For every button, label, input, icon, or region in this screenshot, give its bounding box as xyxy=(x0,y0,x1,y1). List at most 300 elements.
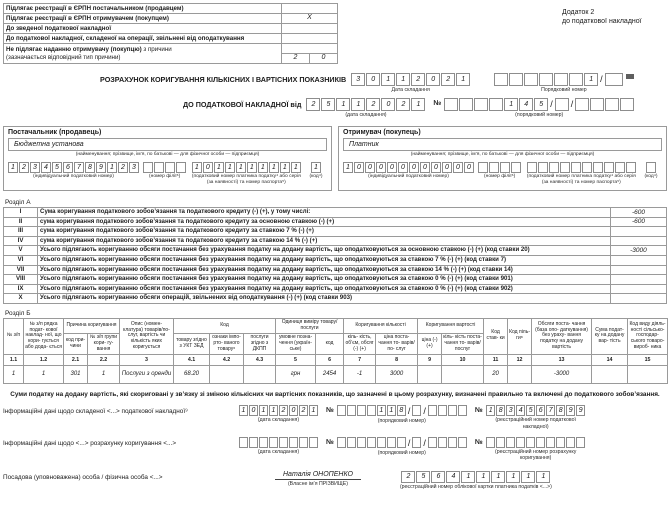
digit-box[interactable] xyxy=(486,437,495,448)
digit-box[interactable] xyxy=(509,73,523,86)
flag-row xyxy=(4,4,338,14)
compose-date-boxes xyxy=(351,73,470,86)
digit-box[interactable]: 1 xyxy=(225,162,235,173)
digit-box[interactable]: 0 xyxy=(442,162,452,173)
data-cell[interactable]: -1 xyxy=(344,365,376,383)
digit-box[interactable] xyxy=(500,162,510,173)
official-name-label: (Власне ім’я ПРІЗВИЩЕ) xyxy=(287,481,348,488)
row-amount-cell[interactable] xyxy=(610,265,666,275)
digit-box[interactable]: 0 xyxy=(354,162,364,173)
data-cell[interactable]: 1 xyxy=(88,365,120,383)
digit-box[interactable]: 1 xyxy=(269,405,278,416)
section-a-row xyxy=(4,275,667,285)
digit-box[interactable]: 1 xyxy=(107,162,117,173)
col-header-np: № з/п xyxy=(4,319,24,355)
digit-box[interactable] xyxy=(604,162,614,173)
form-title: РОЗРАХУНОК КОРИГУВАННЯ КІЛЬКІСНИХ І ВАРТІСНИХ ПОКАЗНИКІВ xyxy=(100,75,347,84)
digit-box[interactable]: 1 xyxy=(536,471,550,483)
digit-box[interactable] xyxy=(566,437,575,448)
digit-box[interactable]: 2 xyxy=(411,73,425,86)
section-a-row xyxy=(4,227,667,237)
col-header-value-adjustment: Коригування вартості xyxy=(418,319,484,334)
slash-separator: / xyxy=(407,406,411,417)
digit-box[interactable] xyxy=(367,437,376,448)
info-invoice-reg-boxes xyxy=(486,405,585,416)
digit-box[interactable] xyxy=(576,437,585,448)
invoice-order-boxes xyxy=(444,98,548,111)
supplier-ipn-label: (індивідуальний податковий номер) xyxy=(33,174,114,180)
digit-box[interactable]: 1 xyxy=(214,162,224,173)
info-adjustment-date-boxes xyxy=(239,437,318,448)
row-amount-cell[interactable] xyxy=(610,227,666,237)
digit-box[interactable] xyxy=(154,162,164,173)
digit-box[interactable] xyxy=(299,437,308,448)
data-cell[interactable]: 1 xyxy=(24,365,64,383)
digit-box[interactable]: 1 xyxy=(8,162,18,173)
digit-box[interactable]: 2 xyxy=(366,98,380,111)
row-number: VI xyxy=(4,256,38,266)
digit-box[interactable]: 0 xyxy=(381,98,395,111)
digit-box[interactable] xyxy=(279,437,288,448)
digit-box[interactable] xyxy=(506,437,515,448)
data-cell[interactable]: 20 xyxy=(484,365,508,383)
digit-box[interactable] xyxy=(554,73,568,86)
digit-box[interactable]: 2 xyxy=(396,98,410,111)
digit-box[interactable] xyxy=(582,162,592,173)
slash-separator: / xyxy=(423,406,426,417)
rnokpp-boxes xyxy=(401,471,550,483)
digit-box[interactable] xyxy=(536,437,545,448)
digit-box[interactable] xyxy=(337,405,346,416)
digit-box[interactable]: 1 xyxy=(456,73,470,86)
row-amount-cell[interactable] xyxy=(610,256,666,266)
data-cell[interactable]: 2454 xyxy=(316,365,344,383)
data-cell[interactable] xyxy=(418,365,442,383)
data-cell[interactable]: -3000 xyxy=(532,365,592,383)
data-cell[interactable] xyxy=(628,365,668,383)
digit-box[interactable]: 2 xyxy=(299,405,308,416)
digit-box[interactable]: 1 xyxy=(258,162,268,173)
info-adjustment-date-label: (дата складання) xyxy=(257,448,300,455)
digit-box[interactable] xyxy=(357,437,366,448)
digit-box[interactable]: 9 xyxy=(576,405,585,416)
info-invoice-label: Інформаційні дані щодо складеної <...> податкової накладної⁹ xyxy=(3,408,188,416)
digit-box[interactable]: 5 xyxy=(526,405,535,416)
info-invoice-order-label: (порядковий номер) xyxy=(377,418,426,425)
digit-box[interactable]: 8 xyxy=(397,405,406,416)
section-b-header-row-1 xyxy=(4,319,668,334)
digit-box[interactable] xyxy=(560,162,570,173)
digit-box[interactable]: 1 xyxy=(291,162,301,173)
digit-box[interactable]: 3 xyxy=(129,162,139,173)
receiver-branch-group xyxy=(477,162,523,180)
section-a-row xyxy=(4,217,667,227)
digit-box[interactable]: 0 xyxy=(203,162,213,173)
data-cell[interactable] xyxy=(592,365,628,383)
digit-box[interactable]: 0 xyxy=(426,73,440,86)
row-amount-cell[interactable] xyxy=(610,236,666,246)
number-sign: № xyxy=(474,438,483,446)
supplier-name-label: (найменування; прізвище, ім’я, по батькові — для фізичної особи — підприємця) xyxy=(75,152,260,158)
info-invoice-order-boxes xyxy=(337,405,406,416)
info-invoice-branch-box xyxy=(412,405,421,416)
digit-box[interactable]: 6 xyxy=(63,162,73,173)
digit-box[interactable] xyxy=(387,437,396,448)
appendix-subtitle: до податкової накладної xyxy=(562,18,642,26)
digit-box[interactable]: 2 xyxy=(19,162,29,173)
digit-box[interactable] xyxy=(448,437,457,448)
digit-box[interactable]: 5 xyxy=(321,98,335,111)
digit-box[interactable] xyxy=(458,405,467,416)
signature-block xyxy=(275,471,361,487)
number-sign: № xyxy=(474,407,483,415)
digit-box[interactable]: 8 xyxy=(85,162,95,173)
data-cell[interactable] xyxy=(442,365,484,383)
digit-box[interactable]: 3 xyxy=(30,162,40,173)
flag-label: До податкової накладної, складеної на операції, звільнені від оподаткування xyxy=(4,34,282,44)
section-a-row xyxy=(4,256,667,266)
reason-type-cell-1[interactable]: 2 xyxy=(282,54,310,64)
digit-box[interactable] xyxy=(459,98,473,111)
digit-box[interactable] xyxy=(458,437,467,448)
row-number: II xyxy=(4,217,38,227)
digit-box[interactable]: 1 xyxy=(309,405,318,416)
receiver-name-field[interactable]: Платник xyxy=(343,138,662,151)
column-number-cell: 1.2 xyxy=(24,354,64,365)
digit-box[interactable] xyxy=(511,162,521,173)
data-cell[interactable]: 1 xyxy=(4,365,24,383)
supplier-name-field[interactable]: Бюджетна установа xyxy=(8,138,327,151)
receiver-taxnumber-group xyxy=(525,162,637,186)
digit-box[interactable] xyxy=(626,162,636,173)
section-a-row xyxy=(4,294,667,304)
digit-box[interactable] xyxy=(412,405,421,416)
digit-box[interactable] xyxy=(397,437,406,448)
official-name[interactable]: Наталія ОНОПЕНКО xyxy=(275,471,361,480)
section-a-row xyxy=(4,236,667,246)
digit-box[interactable] xyxy=(569,73,583,86)
row-description: Усього підлягають коригуванню обсяги операцій, звільнених від оподаткування (-) (+) (код ставки 903) xyxy=(38,294,611,304)
col-header-reason-code: код при- чини xyxy=(64,334,88,355)
data-cell[interactable]: Послуги з оренди xyxy=(120,365,174,383)
digit-box[interactable] xyxy=(444,98,458,111)
section-a-row xyxy=(4,246,667,256)
col-header-code-dkpp: послуги згідно з ДКПП xyxy=(244,334,276,355)
supplier-block xyxy=(3,126,332,191)
digit-box[interactable]: 3 xyxy=(506,405,515,416)
col-header-reason: Причина коригування xyxy=(64,319,120,334)
receiver-branch-boxes xyxy=(478,162,521,173)
digit-box[interactable] xyxy=(593,162,603,173)
digit-box[interactable]: 0 xyxy=(376,162,386,173)
flag-label: Підлягає реєстрації в ЄРПН отримувачем (покупцем) xyxy=(4,14,282,24)
digit-box[interactable]: 1 xyxy=(486,405,495,416)
digit-box[interactable]: 8 xyxy=(496,405,505,416)
column-number-cell: 14 xyxy=(592,354,628,365)
row-description: Усього підлягають коригуванню обсяги постачання без урахування податку на додану вартість, що оподатковуються за основною ставкою (-) (+) (код ставки 20) xyxy=(38,246,611,256)
parties-section xyxy=(3,126,667,191)
digit-box[interactable] xyxy=(478,162,488,173)
digit-box[interactable]: 1 xyxy=(336,98,350,111)
digit-box[interactable]: 1 xyxy=(269,162,279,173)
digit-box[interactable]: 4 xyxy=(516,405,525,416)
slash-separator: / xyxy=(423,437,426,448)
digit-box[interactable] xyxy=(309,437,318,448)
digit-box[interactable]: 0 xyxy=(431,162,441,173)
row-amount-cell[interactable]: -600 xyxy=(610,208,666,218)
digit-box[interactable] xyxy=(494,73,508,86)
digit-box[interactable]: 2 xyxy=(279,405,288,416)
supplier-code-box xyxy=(311,162,321,173)
digit-box[interactable] xyxy=(549,162,559,173)
digit-box[interactable] xyxy=(571,162,581,173)
flag-value-cell[interactable] xyxy=(282,44,338,54)
digit-box[interactable] xyxy=(176,162,186,173)
digit-box[interactable] xyxy=(538,162,548,173)
receiver-branch-label: (номер філії⁶) xyxy=(484,174,516,180)
digit-box[interactable] xyxy=(143,162,153,173)
digit-box[interactable] xyxy=(347,405,356,416)
compose-date-group xyxy=(351,73,470,93)
digit-box[interactable]: 1 xyxy=(381,73,395,86)
supplier-taxnumber-label: (податковий номер платника податку⁴ або серія (за наявності) та номер паспорта⁵) xyxy=(191,174,301,186)
info-row-adjustment xyxy=(3,437,667,461)
col-header-supply-volume: Обсяги поста- чання (база опо- даткування) без ураху- вання податку на додану вартість xyxy=(532,319,592,355)
row-number: V xyxy=(4,246,38,256)
digit-box[interactable]: 0 xyxy=(249,405,258,416)
digit-box[interactable] xyxy=(438,437,447,448)
col-header-invoice-row: № з/п рядка подат- кової наклад- ної, що кори- гується або дода- ється xyxy=(24,319,64,355)
row-number: I xyxy=(4,208,38,218)
reason-type-cell-2[interactable]: 0 xyxy=(310,54,338,64)
col-header-description: Опис (номен- клатура) товарів/по-слуг, вартість чи кількість яких коригується xyxy=(120,319,174,355)
digit-box[interactable]: 7 xyxy=(546,405,555,416)
digit-box[interactable] xyxy=(474,98,488,111)
data-cell[interactable] xyxy=(244,365,276,383)
digit-box[interactable]: 5 xyxy=(534,98,548,111)
section-a xyxy=(3,199,667,304)
digit-box[interactable] xyxy=(646,162,656,173)
col-header-benefit-code: Код піль- ги⁸ xyxy=(508,319,532,355)
number-sign: № xyxy=(326,407,334,415)
info-invoice-date-group xyxy=(239,405,318,423)
digit-box[interactable]: 4 xyxy=(446,471,460,483)
order-number-group xyxy=(494,73,634,93)
digit-box[interactable] xyxy=(546,437,555,448)
digit-box[interactable]: 9 xyxy=(96,162,106,173)
column-number-cell: 2.2 xyxy=(88,354,120,365)
digit-box[interactable]: 1 xyxy=(239,405,248,416)
digit-box[interactable] xyxy=(438,405,447,416)
digit-box[interactable] xyxy=(516,437,525,448)
digit-box[interactable] xyxy=(347,437,356,448)
digit-box[interactable]: 1 xyxy=(343,162,353,173)
digit-box[interactable]: 7 xyxy=(74,162,84,173)
row-amount-cell[interactable] xyxy=(610,294,666,304)
info-row-invoice xyxy=(3,405,667,429)
digit-box[interactable]: 4 xyxy=(519,98,533,111)
digit-box[interactable]: 1 xyxy=(351,98,365,111)
digit-box[interactable] xyxy=(620,98,634,111)
digit-box[interactable] xyxy=(527,162,537,173)
digit-box[interactable]: 1 xyxy=(521,471,535,483)
digit-box[interactable]: 0 xyxy=(420,162,430,173)
col-header-code: Код xyxy=(174,319,276,334)
col-header-code-ukt: товару згідно з УКТ ЗЕД xyxy=(174,334,210,355)
column-number-cell: 9 xyxy=(418,354,442,365)
digit-box[interactable]: 0 xyxy=(387,162,397,173)
col-header-qty-value: кіль- кість, об’єм, обсяг (-) (+) xyxy=(344,334,376,355)
row-amount-cell[interactable] xyxy=(610,275,666,285)
row-amount-cell[interactable]: -3000 xyxy=(610,246,666,256)
digit-box[interactable]: 1 xyxy=(280,162,290,173)
flag-value-cell[interactable]: X xyxy=(282,14,338,24)
column-number-cell: 4.3 xyxy=(244,354,276,365)
section-b-data-row xyxy=(4,365,668,383)
digit-box[interactable]: 1 xyxy=(377,405,386,416)
column-number-cell: 4.2 xyxy=(210,354,244,365)
digit-box[interactable]: 0 xyxy=(453,162,463,173)
flag-row xyxy=(4,24,338,34)
column-number-cell: 6 xyxy=(316,354,344,365)
digit-box[interactable] xyxy=(367,405,376,416)
invoice-branch-box xyxy=(555,98,569,111)
digit-box[interactable] xyxy=(448,405,457,416)
info-adjustment-reg-boxes xyxy=(486,437,585,448)
digit-box[interactable]: 1 xyxy=(504,98,518,111)
flag-row xyxy=(4,34,338,44)
digit-box[interactable]: 9 xyxy=(566,405,575,416)
digit-box[interactable] xyxy=(575,98,589,111)
digit-box[interactable]: 1 xyxy=(584,73,598,86)
supplier-branch-label: (номер філії⁶) xyxy=(149,174,181,180)
digit-box[interactable]: 1 xyxy=(236,162,246,173)
supplier-taxnumber-group xyxy=(190,162,302,186)
flag-value-cell[interactable] xyxy=(282,34,338,44)
invoice-order-group xyxy=(444,98,634,118)
section-a-title: Розділ А xyxy=(5,199,31,207)
digit-box[interactable]: 4 xyxy=(41,162,51,173)
flag-value-cell[interactable] xyxy=(282,24,338,34)
compose-date-label: Дата складання xyxy=(391,87,430,93)
digit-box[interactable]: 3 xyxy=(351,73,365,86)
digit-box[interactable]: 0 xyxy=(289,405,298,416)
data-cell[interactable] xyxy=(210,365,244,383)
digit-box[interactable]: 0 xyxy=(365,162,375,173)
digit-box[interactable]: 1 xyxy=(192,162,202,173)
digit-box[interactable]: 1 xyxy=(259,405,268,416)
receiver-code-group xyxy=(640,162,662,180)
digit-box[interactable] xyxy=(605,73,623,86)
data-cell[interactable] xyxy=(508,365,532,383)
row-amount-cell[interactable]: -600 xyxy=(610,217,666,227)
digit-box[interactable]: 0 xyxy=(366,73,380,86)
digit-box[interactable] xyxy=(539,73,553,86)
row-description: Усього підлягають коригуванню обсяги постачання без урахування податку на додану вартість, що оподатковуються за ставкою 0 % (-) (+) (код ставки 902) xyxy=(38,284,611,294)
digit-box[interactable]: 1 xyxy=(396,73,410,86)
digit-box[interactable]: 5 xyxy=(52,162,62,173)
digit-box[interactable]: 1 xyxy=(461,471,475,483)
digit-box[interactable]: 1 xyxy=(506,471,520,483)
digit-box[interactable]: 1 xyxy=(411,98,425,111)
data-cell[interactable]: 301 xyxy=(64,365,88,383)
digit-box[interactable]: 8 xyxy=(556,405,565,416)
digit-box[interactable]: 5 xyxy=(416,471,430,483)
digit-box[interactable]: 2 xyxy=(441,73,455,86)
digit-box[interactable]: 1 xyxy=(247,162,257,173)
digit-box[interactable] xyxy=(556,437,565,448)
digit-box[interactable] xyxy=(615,162,625,173)
digit-box[interactable] xyxy=(239,437,248,448)
digit-box[interactable] xyxy=(605,98,619,111)
row-amount-cell[interactable] xyxy=(610,284,666,294)
data-cell[interactable]: грн xyxy=(276,365,316,383)
digit-box[interactable] xyxy=(590,98,604,111)
invoice-date-group xyxy=(306,98,425,118)
data-cell[interactable]: 68.20 xyxy=(174,365,210,383)
digit-box[interactable]: 1 xyxy=(311,162,321,173)
digit-box[interactable] xyxy=(357,405,366,416)
slash-separator: / xyxy=(570,99,574,110)
digit-box[interactable]: 1 xyxy=(387,405,396,416)
digit-box[interactable]: 0 xyxy=(398,162,408,173)
digit-box[interactable] xyxy=(289,437,298,448)
row-number: VII xyxy=(4,265,38,275)
digit-box[interactable]: 2 xyxy=(118,162,128,173)
digit-box[interactable] xyxy=(496,437,505,448)
col-header-agri-code: Код виду діяль- ності сільсько- господар- ського товаро- вироб- ника xyxy=(628,319,668,355)
digit-box[interactable]: 1 xyxy=(476,471,490,483)
receiver-code-box xyxy=(646,162,656,173)
signature-row xyxy=(3,471,667,490)
digit-box[interactable] xyxy=(165,162,175,173)
digit-box[interactable] xyxy=(526,437,535,448)
row-description: Усього підлягають коригуванню обсяги постачання без урахування податку на додану вартість, що оподатковуються за ставкою 7 % (-) (+) (код ставки 7) xyxy=(38,256,611,266)
digit-box[interactable]: 1 xyxy=(491,471,505,483)
receiver-taxnumber-boxes xyxy=(527,162,636,173)
supplier-title: Постачальник (продавець) xyxy=(8,129,102,137)
digit-box[interactable]: 2 xyxy=(401,471,415,483)
data-cell[interactable]: 3000 xyxy=(376,365,418,383)
digit-box[interactable]: 6 xyxy=(431,471,445,483)
digit-box[interactable] xyxy=(269,437,278,448)
digit-box[interactable] xyxy=(555,98,569,111)
digit-box[interactable] xyxy=(428,437,437,448)
digit-box[interactable]: 2 xyxy=(306,98,320,111)
col-header-qty-price: ціна поста- чання то- варів/ по- слуг xyxy=(376,334,418,355)
digit-box[interactable]: 0 xyxy=(464,162,474,173)
rnokpp-label: (реєстраційний номер облікової картки платника податків <...>) xyxy=(399,484,552,491)
supplier-branch-boxes xyxy=(143,162,186,173)
flag-label xyxy=(4,44,282,64)
digit-box[interactable]: 0 xyxy=(409,162,419,173)
receiver-numbers-row xyxy=(343,162,662,186)
digit-box[interactable] xyxy=(489,98,503,111)
digit-box[interactable] xyxy=(377,437,386,448)
digit-box[interactable] xyxy=(489,162,499,173)
row-number: IX xyxy=(4,284,38,294)
column-number-cell: 5 xyxy=(276,354,316,365)
digit-box[interactable] xyxy=(249,437,258,448)
digit-box[interactable] xyxy=(259,437,268,448)
digit-box[interactable] xyxy=(428,405,437,416)
digit-box[interactable]: 6 xyxy=(536,405,545,416)
tax-adjustment-form-page xyxy=(0,3,670,529)
digit-box[interactable] xyxy=(524,73,538,86)
flag-value-cell[interactable] xyxy=(282,4,338,14)
digit-box[interactable] xyxy=(412,437,421,448)
digit-box[interactable] xyxy=(337,437,346,448)
